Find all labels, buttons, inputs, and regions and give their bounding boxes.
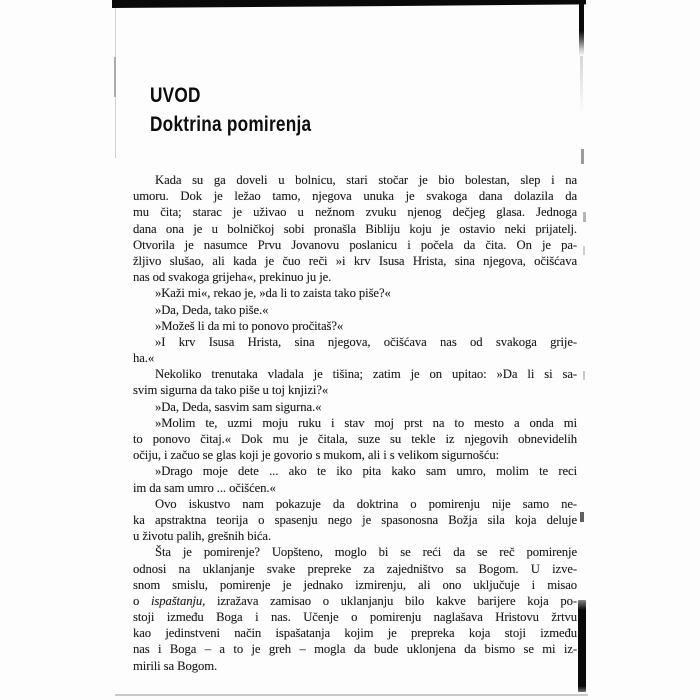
text-line: o ispaštanju, izražava zamisao o uklanjanju bilo kakve barijere koja po- (133, 593, 577, 608)
text-line: očiju, i začuo se glas koji je govorio s mukom, ali i s velikom sigurnošću: (133, 448, 500, 463)
paragraph (133, 366, 577, 398)
paragraph (133, 318, 577, 334)
paragraph (133, 463, 577, 495)
paragraph (133, 172, 577, 285)
paragraph (133, 302, 577, 318)
text-line: nas i Boga – a to je greh – mogla da bude uklonjena da bismo se mi iz- (133, 642, 577, 657)
paragraph (133, 334, 577, 366)
scan-right-edge-dash (583, 212, 586, 222)
text-line: im da sam umro ... očišćen.« (133, 480, 276, 495)
chapter-title: UVOD (150, 84, 201, 107)
text-line: Kada su ga doveli u bolnicu, stari stočar je bio bolestan, slep i na (155, 173, 577, 187)
scan-corner-spine-tail (580, 56, 583, 114)
paragraph (133, 544, 577, 674)
text-line: mu čita; starac je uživao u nežnom zvuku njenog dečjeg glasa. Jednoga (133, 205, 577, 220)
text-line: ha.« (133, 351, 155, 366)
scan-corner-spine-line (579, 0, 584, 56)
text-line: odnosi na uklanjanje svake prepreke za zajedništvo sa Bogom. U izve- (133, 561, 577, 576)
text-line: umoru. Dok je ležao tamo, njegova unuka je svakoga dana dolazila da (133, 189, 577, 204)
chapter-subtitle: Doktrina pomirenja (150, 113, 312, 136)
paragraph (133, 496, 577, 545)
text-line: »Možeš li da mi to ponovo pročitaš?« (155, 318, 344, 333)
text-line: to ponovo čitaj.« Dok mu je čitala, suze su tekle iz njegovih obnevidelih (133, 432, 577, 446)
text-line: snom smislu, pomirenje je jednako izmirenju, ali ono uključuje i misao (133, 577, 577, 592)
text-line: nas od svakoga grijeha«, prekinuo ju je. (133, 270, 332, 285)
text-line: mirili sa Bogom. (133, 658, 218, 673)
text-line: Šta je pomirenje? Uopšteno, moglo bi se reći da se reč pomirenje (155, 545, 577, 560)
text-line: stoji između Boga i nas. Učenje o pomirenju naglašava Hristovu žrtvu (133, 610, 577, 625)
text-line: Nekoliko trenutaka vladala je tišina; zatim je on upitao: »Da li si sa- (155, 367, 577, 382)
scan-left-edge-line (115, 8, 116, 158)
text-line: »Da, Deda, sasvim sam sigurna.« (155, 399, 322, 414)
scan-right-edge-dash (583, 371, 585, 380)
text-line: Ovo iskustvo nam pokazuje da doktrina o pomirenju nije samo ne- (155, 496, 577, 511)
chapter-heading (150, 81, 311, 139)
scan-top-edge-bar (112, 0, 586, 8)
scan-left-edge-dash (114, 57, 116, 97)
scan-right-edge-dash (581, 149, 584, 164)
text-line: u životu palih, grešnih bića. (133, 529, 272, 544)
text-line: ka apstraktna teorija o spasenju nego je spasonosna Božja sila koja deluje (133, 512, 577, 527)
text-line: dana ona je u bolničkoj sobi pronašla Bibliju koju je ostavio neki prijatelj. (133, 221, 577, 236)
paragraph (133, 399, 577, 415)
text-line: svim sigurna da tako piše u toj knjizi?« (133, 383, 329, 398)
scan-bottom-shadow-line (115, 694, 588, 696)
scan-right-edge-dash (583, 246, 585, 255)
text-line: »Molim te, uzmi moju ruku i stav moj prst na to mesto a onda mi (155, 415, 577, 430)
paragraph (133, 415, 577, 464)
text-line: »Kaži mi«, rekao je, »da li to zaista tako piše?« (155, 286, 391, 301)
text-line: žljivo slušao, ali kada je čuo reči »i krv Isusa Hrista, sina njegova, očišćava (133, 253, 577, 268)
text-line: »Da, Deda, tako piše.« (155, 302, 269, 317)
scan-right-edge-bar (578, 600, 586, 692)
paragraph (133, 285, 577, 301)
text-line: »Drago moje dete ... ako te iko pita kako sam umro, molim te reci (155, 464, 577, 479)
scan-right-edge-dash (580, 512, 584, 522)
text-line: »I krv Isusa Hrista, sina njegova, očišćava nas od svakoga grije- (155, 334, 577, 349)
body-text (133, 172, 577, 674)
text-line: kao jedinstveni način ispašatanja kojim je prepreka koja stoji između (133, 626, 577, 641)
text-line: Otvorila je nasumce Prvu Jovanovu poslanicu i počela da čita. On je pa- (133, 237, 577, 252)
